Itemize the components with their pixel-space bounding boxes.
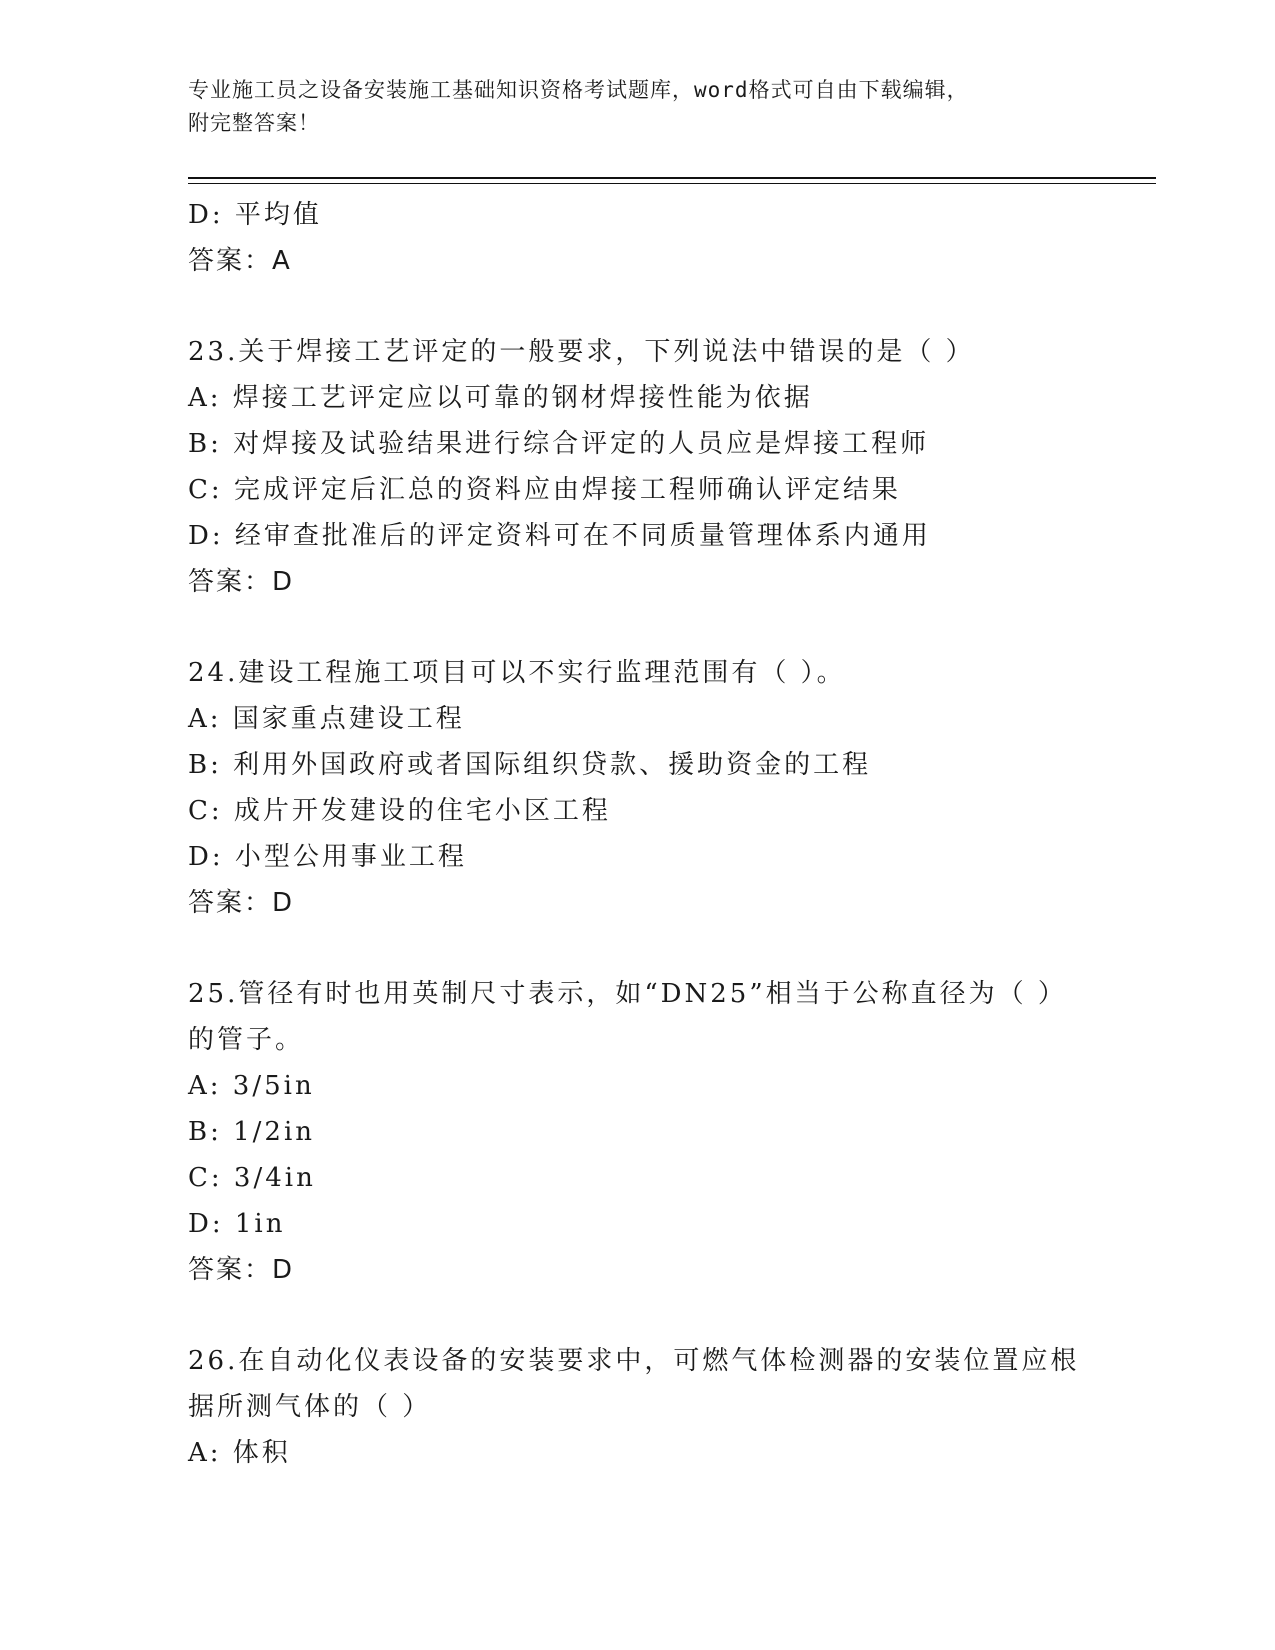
question-26 [188, 1338, 1088, 1476]
question-stem-continuation: 据所测气体的（ ） [188, 1392, 432, 1422]
option-a-text: A: 国家重点建设工程 [188, 704, 465, 734]
option-a-text: A: 体积 [188, 1438, 291, 1468]
option-a-text: A: 3/5in [188, 1071, 315, 1101]
answer-text: 答案：D [188, 888, 295, 918]
option-b-text: B: 对焊接及试验结果进行综合评定的人员应是焊接工程师 [188, 429, 930, 459]
option-b-text: B: 1/2in [188, 1117, 316, 1147]
answer-text: 答案：D [188, 1255, 295, 1285]
question-23 [188, 329, 1088, 605]
option-c-text: C: 3/4in [188, 1163, 316, 1193]
option-d-text: D: 小型公用事业工程 [188, 842, 467, 872]
answer-text: 答案：A [188, 246, 292, 276]
question-25 [188, 971, 1088, 1293]
question-stem-continuation: 的管子。 [188, 1025, 305, 1055]
document-header [188, 74, 1068, 140]
option-a-text: A: 焊接工艺评定应以可靠的钢材焊接性能为依据 [188, 383, 813, 413]
header-divider-bottom [188, 183, 1156, 184]
option-c-text: C: 成片开发建设的住宅小区工程 [188, 796, 611, 826]
question-stem: 24.建设工程施工项目可以不实行监理范围有（ ）。 [188, 658, 846, 688]
option-d-text: D: 1in [188, 1209, 286, 1239]
answer-text: 答案：D [188, 567, 295, 597]
option-d-text: D: 经审查批准后的评定资料可在不同质量管理体系内通用 [188, 521, 931, 551]
question-stem: 25.管径有时也用英制尺寸表示，如“DN25”相当于公称直径为（ ） [188, 979, 1067, 1009]
option-c-text: C: 完成评定后汇总的资料应由焊接工程师确认评定结果 [188, 475, 901, 505]
question-stem: 26.在自动化仪表设备的安装要求中，可燃气体检测器的安装位置应根 [188, 1346, 1080, 1376]
question-24 [188, 650, 1088, 926]
header-divider-top [188, 177, 1156, 179]
option-d-text: D: 平均值 [188, 200, 322, 230]
header-title-line-1: 专业施工员之设备安装施工基础知识资格考试题库，word格式可自由下载编辑， [188, 78, 969, 102]
option-b-text: B: 利用外国政府或者国际组织贷款、援助资金的工程 [188, 750, 872, 780]
question-list [188, 192, 1088, 1476]
header-title-line-2: 附完整答案！ [188, 111, 320, 135]
question-stem: 23.关于焊接工艺评定的一般要求，下列说法中错误的是（ ） [188, 337, 975, 367]
